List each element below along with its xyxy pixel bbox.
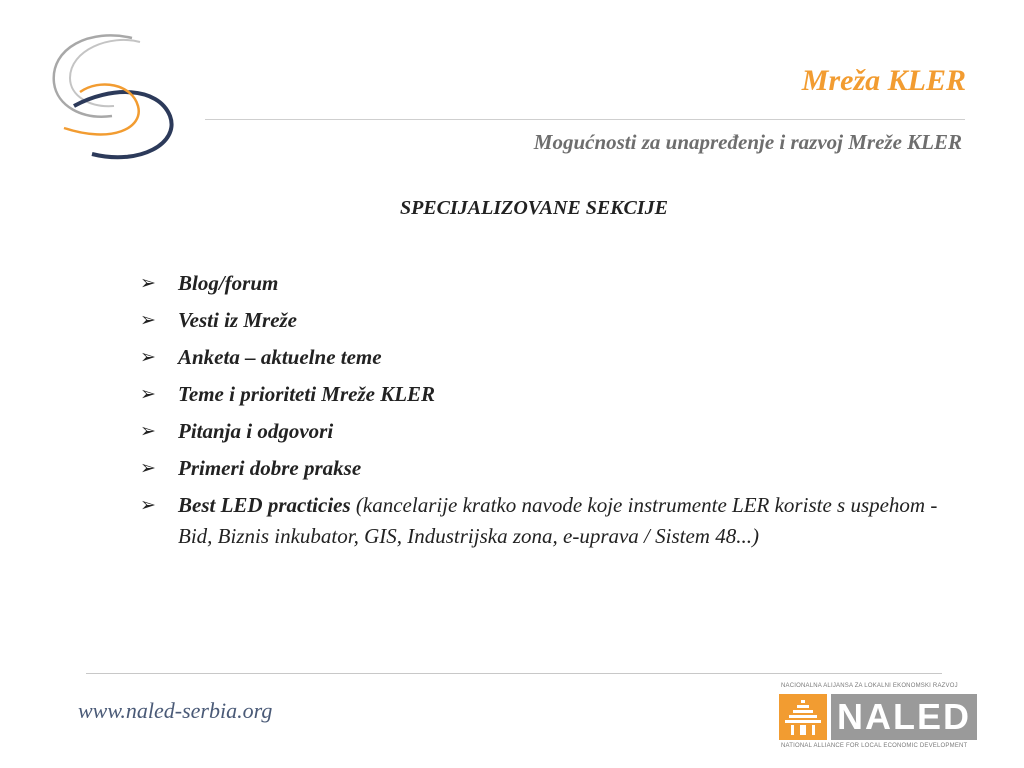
arrow-bullet-icon: ➢	[140, 273, 156, 294]
bullet-list	[138, 268, 938, 558]
bullet-title: Vesti iz Mreže	[178, 308, 298, 332]
naled-logo	[779, 683, 979, 751]
swirl-logo-icon	[40, 28, 190, 168]
arrow-bullet-icon: ➢	[140, 421, 156, 442]
naled-logo-bottom-text: NATIONAL ALLIANCE FOR LOCAL ECONOMIC DEVELOPMENT	[781, 743, 968, 749]
footer-divider	[86, 673, 942, 674]
bullet-item	[138, 416, 938, 447]
bullet-item	[138, 305, 938, 336]
page-subtitle: Mogućnosti za unapređenje i razvoj Mreže KLER	[533, 130, 962, 154]
bullet-title: Blog/forum	[178, 271, 279, 295]
bullet-item	[138, 268, 938, 299]
bullet-title: Primeri dobre prakse	[178, 456, 362, 480]
arrow-bullet-icon: ➢	[140, 384, 156, 405]
bullet-description: (kancelarije kratko navode koje instrumente LER koriste s uspehom - Bid, Biznis inkubator, GIS, Industrijska zona, e-uprava / Sistem 48...)	[178, 493, 938, 548]
bullet-item	[138, 490, 938, 552]
header-divider	[205, 119, 965, 120]
arrow-bullet-icon: ➢	[140, 458, 156, 479]
bullet-item	[138, 379, 938, 410]
page-title: Mreža KLER	[801, 64, 966, 97]
bullet-title: Teme i prioriteti Mreže KLER	[178, 382, 436, 406]
bullet-item	[138, 453, 938, 484]
naled-mark-icon	[779, 694, 827, 740]
arrow-bullet-icon: ➢	[140, 495, 156, 516]
naled-logo-top-text: NACIONALNA ALIJANSA ZA LOKALNI EKONOMSKI RAZVOJ	[781, 683, 958, 689]
bullet-title: Pitanja i odgovori	[178, 419, 334, 443]
bullet-item	[138, 342, 938, 373]
bullet-title: Anketa – aktuelne teme	[178, 345, 382, 369]
footer-url-link[interactable]: www.naled-serbia.org	[78, 698, 273, 723]
arrow-bullet-icon: ➢	[140, 310, 156, 331]
section-heading: SPECIJALIZOVANE SEKCIJE	[399, 197, 669, 219]
naled-logo-word: NALED	[831, 694, 977, 740]
arrow-bullet-icon: ➢	[140, 347, 156, 368]
bullet-title: Best LED practicies	[178, 493, 351, 517]
